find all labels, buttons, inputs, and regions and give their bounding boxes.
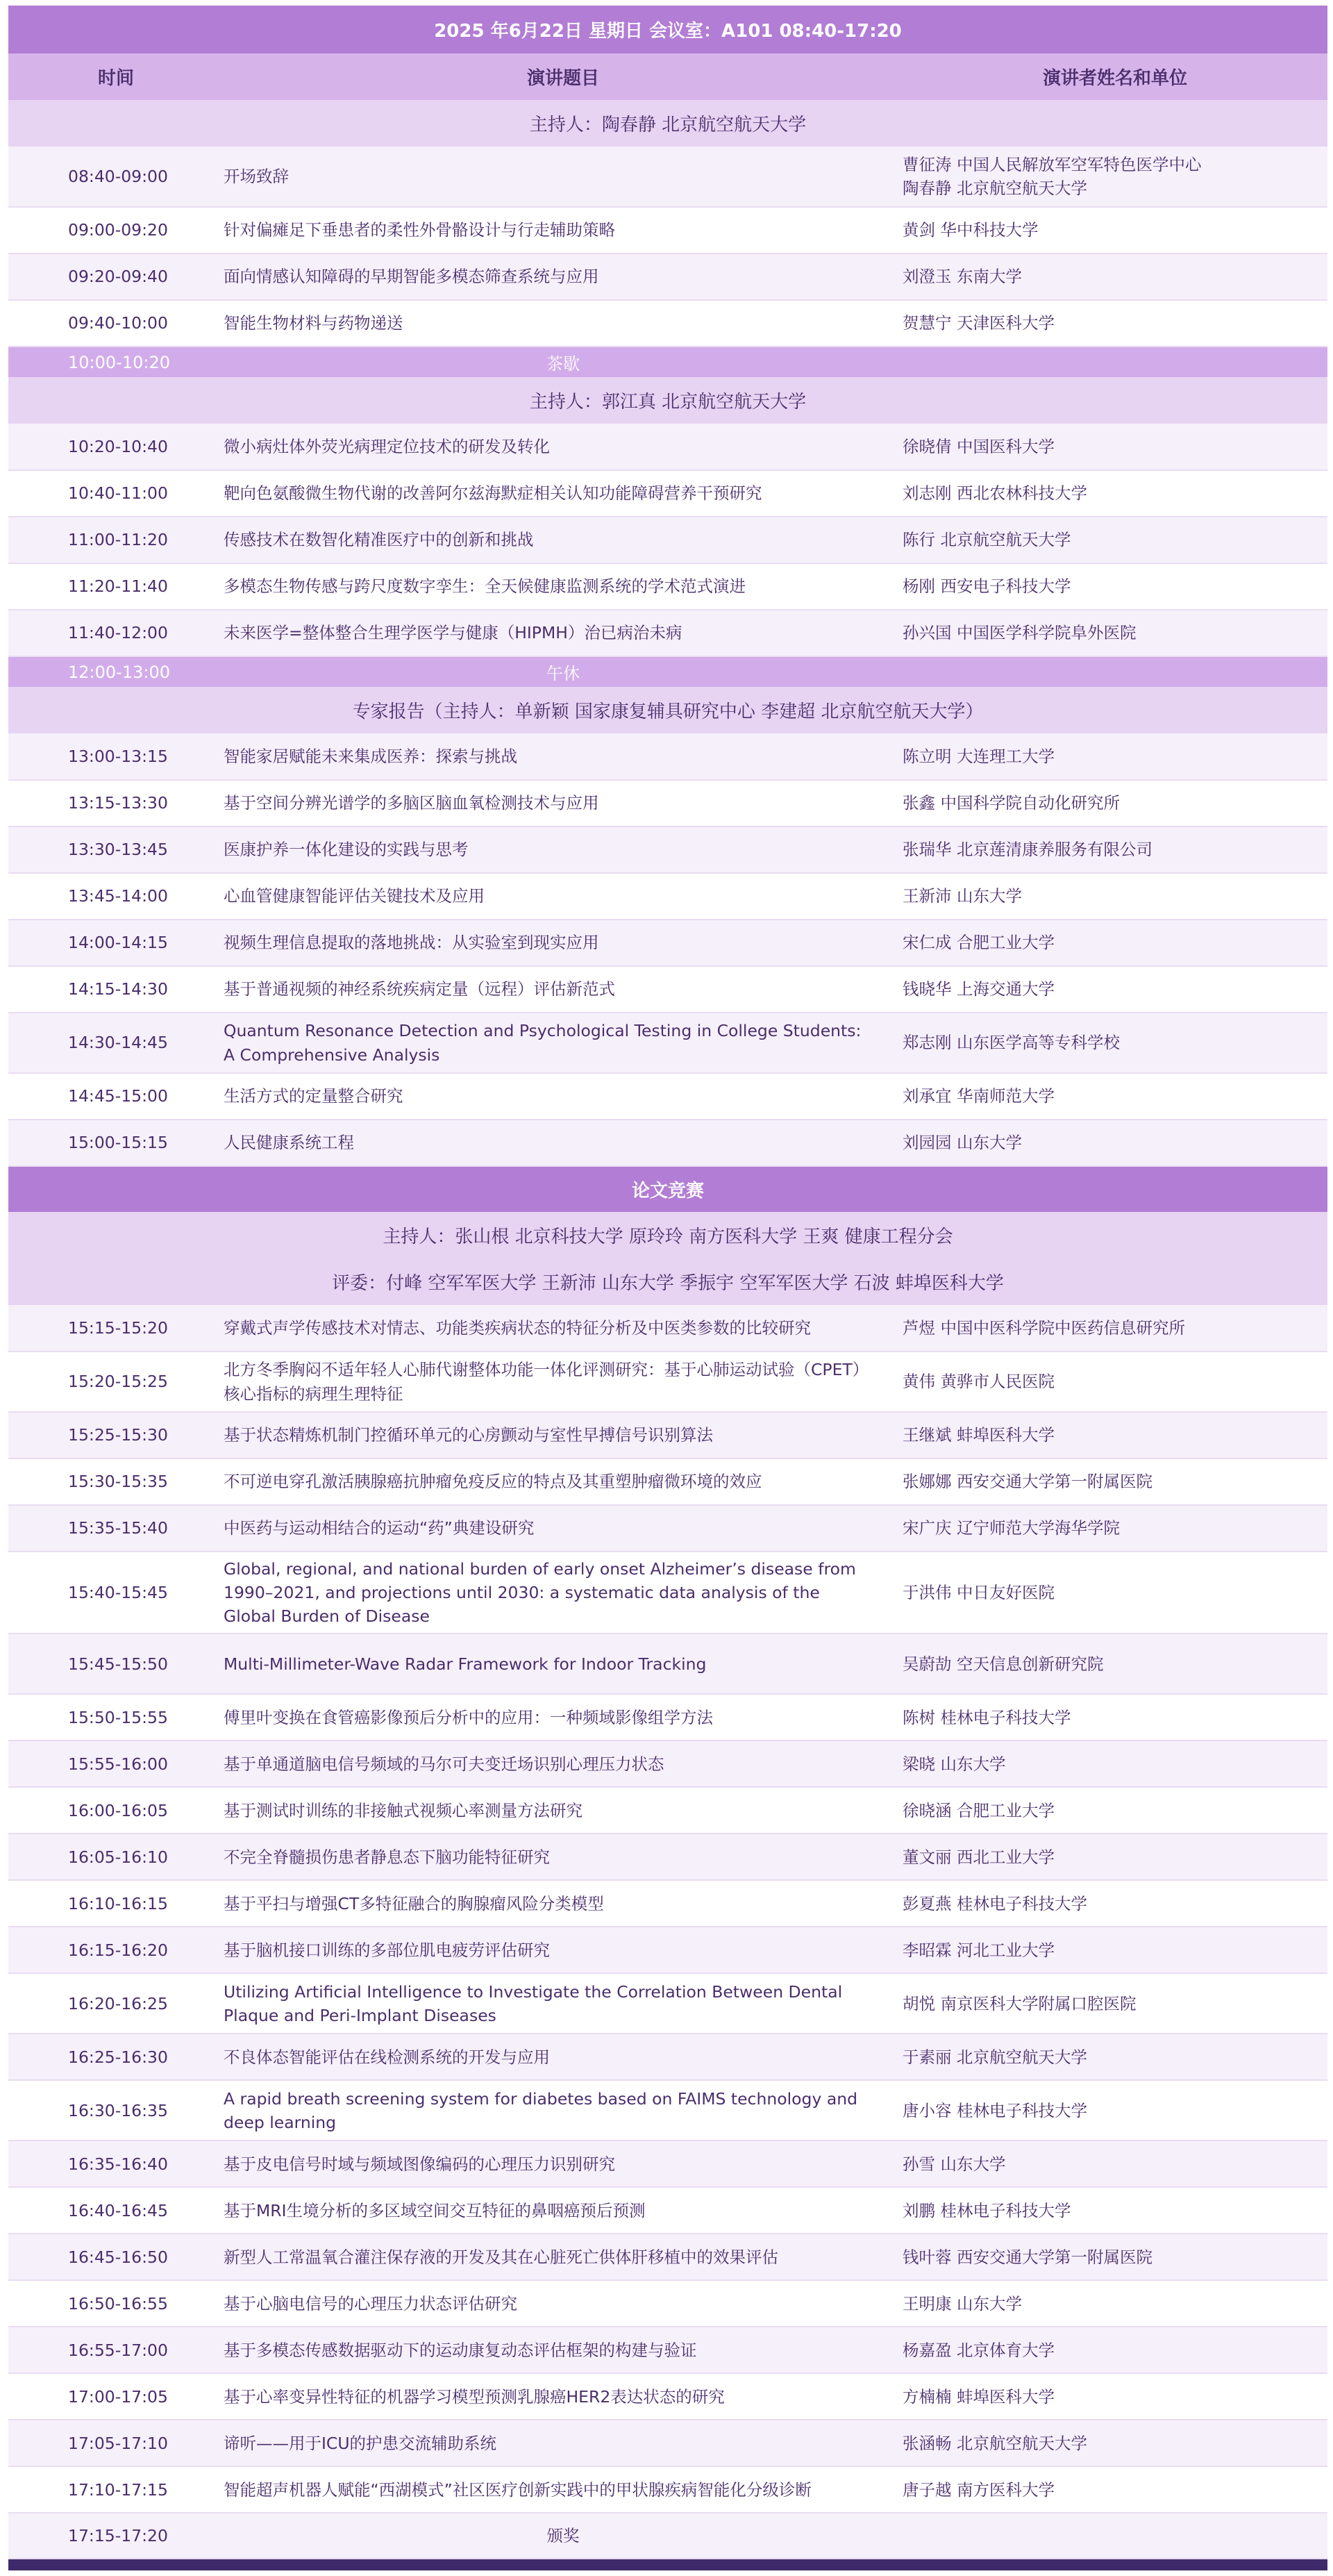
talk-time: 14:15-14:30 — [8, 966, 224, 1013]
talk-topic: 基于普通视频的神经系统疾病定量（远程）评估新范式 — [224, 966, 903, 1013]
talk-speakers — [903, 2327, 1327, 2373]
speaker-name-affiliation: 董文丽 西北工业大学 — [903, 1847, 1055, 1867]
talk-time: 16:55-17:00 — [8, 2327, 224, 2373]
talk-topic: 开场致辞 — [224, 147, 903, 207]
talk-time: 16:40-16:45 — [8, 2187, 224, 2234]
talk-row — [8, 1013, 1327, 1073]
talk-speakers — [903, 1634, 1327, 1694]
talk-time: 15:45-15:50 — [8, 1634, 224, 1694]
speaker-name-affiliation: 彭夏燕 桂林电子科技大学 — [903, 1893, 1087, 1913]
award-label: 颁奖 — [224, 2513, 903, 2559]
talk-topic: 不良体态智能评估在线检测系统的开发与应用 — [224, 2034, 903, 2080]
talk-speakers — [903, 300, 1327, 347]
speaker-name-affiliation: 芦煜 中国中医科学院中医药信息研究所 — [903, 1318, 1185, 1338]
talk-row — [8, 1634, 1327, 1694]
break-row — [8, 656, 1327, 687]
talk-row — [8, 1505, 1327, 1552]
host-text: 主持人：陶春静 北京航空航天大学 — [8, 100, 1327, 147]
talk-topic: 基于心率变异性特征的机器学习模型预测乳腺癌HER2表达状态的研究 — [224, 2373, 903, 2420]
talk-row — [8, 733, 1327, 780]
talk-time: 13:45-14:00 — [8, 873, 224, 920]
talk-time: 16:25-16:30 — [8, 2034, 224, 2080]
talk-topic: 穿戴式声学传感技术对情志、功能类疾病状态的特征分析及中医类参数的比较研究 — [224, 1305, 903, 1352]
talk-row — [8, 207, 1327, 254]
talk-speakers — [903, 1834, 1327, 1880]
talk-row — [8, 1973, 1327, 2034]
talk-topic: 基于脑机接口训练的多部位肌电疲劳评估研究 — [224, 1927, 903, 1973]
schedule-title-row — [8, 6, 1327, 53]
talk-speakers — [903, 1120, 1327, 1166]
column-header-topic: 演讲题目 — [224, 53, 903, 100]
talk-topic: Global, regional, and national burden of early onset Alzheimer’s disease from 1990–2021, and projections until 2030: a systematic data analysis of the Global Burden of Disease — [224, 1552, 903, 1634]
talk-row — [8, 2141, 1327, 2187]
talk-topic: 视频生理信息提取的落地挑战：从实验室到现实应用 — [224, 920, 903, 966]
column-header-speaker: 演讲者姓名和单位 — [903, 53, 1327, 100]
talk-topic: 生活方式的定量整合研究 — [224, 1073, 903, 1120]
talk-time: 09:00-09:20 — [8, 207, 224, 254]
talk-speakers — [903, 207, 1327, 254]
conference-schedule — [8, 6, 1327, 2570]
talk-speakers — [903, 1552, 1327, 1634]
host-text: 主持人：郭江真 北京航空航天大学 — [8, 377, 1327, 424]
host-row — [8, 377, 1327, 424]
talk-time: 13:15-13:30 — [8, 780, 224, 826]
talk-row — [8, 1412, 1327, 1459]
talk-row — [8, 2234, 1327, 2280]
talk-topic: 基于多模态传感数据驱动下的运动康复动态评估框架的构建与验证 — [224, 2327, 903, 2373]
talk-row — [8, 1120, 1327, 1166]
talk-speakers — [903, 1412, 1327, 1459]
talk-time: 11:00-11:20 — [8, 517, 224, 563]
talk-speakers — [903, 1694, 1327, 1740]
speaker-name-affiliation: 徐晓涵 合肥工业大学 — [903, 1800, 1055, 1820]
talk-time: 16:35-16:40 — [8, 2141, 224, 2187]
speaker-name-affiliation: 吴蔚劼 空天信息创新研究院 — [903, 1654, 1104, 1674]
talk-speakers — [903, 920, 1327, 966]
talk-speakers — [903, 254, 1327, 300]
talk-speakers — [903, 1352, 1327, 1412]
speaker-name-affiliation: 杨刚 西安电子科技大学 — [903, 576, 1071, 597]
speaker-name-affiliation: 钱叶蓉 西安交通大学第一附属医院 — [903, 2247, 1152, 2267]
talk-time: 16:05-16:10 — [8, 1834, 224, 1880]
speaker-name-affiliation: 张瑞华 北京莲清康养服务有限公司 — [903, 840, 1152, 860]
speaker-name-affiliation: 徐晓倩 中国医科大学 — [903, 436, 1055, 456]
speaker-name-affiliation: 贺慧宁 天津医科大学 — [903, 313, 1055, 333]
speaker-name-affiliation: 刘志刚 西北农林科技大学 — [903, 483, 1087, 504]
talk-row — [8, 2034, 1327, 2080]
talk-row — [8, 2280, 1327, 2327]
talk-speakers — [903, 2280, 1327, 2327]
talk-row — [8, 2466, 1327, 2513]
talk-topic: 人民健康系统工程 — [224, 1120, 903, 1166]
speaker-name-affiliation: 胡悦 南京医科大学附属口腔医院 — [903, 1993, 1137, 2013]
talk-time: 15:40-15:45 — [8, 1552, 224, 1634]
speaker-name-affiliation: 孙雪 山东大学 — [903, 2154, 1006, 2174]
talk-topic: 心血管健康智能评估关键技术及应用 — [224, 873, 903, 920]
talk-speakers — [903, 1880, 1327, 1927]
talk-time: 16:45-16:50 — [8, 2234, 224, 2280]
speaker-name-affiliation: 曹征涛 中国人民解放军空军特色医学中心 — [903, 154, 1202, 174]
talk-row — [8, 873, 1327, 920]
speaker-name-affiliation: 于素丽 北京航空航天大学 — [903, 2047, 1087, 2067]
talk-time: 09:20-09:40 — [8, 254, 224, 300]
break-label: 茶歇 — [224, 347, 903, 377]
talk-time: 11:40-12:00 — [8, 610, 224, 656]
talk-topic: 面向情感认知障碍的早期智能多模态筛查系统与应用 — [224, 254, 903, 300]
break-time: 12:00-13:00 — [8, 656, 224, 687]
talk-time: 08:40-09:00 — [8, 147, 224, 207]
talk-row — [8, 517, 1327, 563]
break-row — [8, 347, 1327, 377]
break-empty — [903, 656, 1327, 687]
talk-time: 15:50-15:55 — [8, 1694, 224, 1740]
talk-row — [8, 147, 1327, 207]
talk-topic: 北方冬季胸闷不适年轻人心肺代谢整体功能一体化评测研究：基于心肺运动试验（CPET）核心指标的病理生理特征 — [224, 1352, 903, 1412]
talk-speakers — [903, 610, 1327, 656]
talk-row — [8, 1927, 1327, 1973]
talk-speakers — [903, 1740, 1327, 1787]
speaker-name-affiliation: 张鑫 中国科学院自动化研究所 — [903, 793, 1120, 813]
talk-topic: 基于状态精炼机制门控循环单元的心房颤动与室性早搏信号识别算法 — [224, 1412, 903, 1459]
talk-speakers — [903, 966, 1327, 1013]
talk-row — [8, 2187, 1327, 2234]
talk-speakers — [903, 517, 1327, 563]
speaker-name-affiliation: 唐子越 南方医科大学 — [903, 2479, 1055, 2500]
speaker-name-affiliation: 李昭霖 河北工业大学 — [903, 1940, 1055, 1960]
award-row — [8, 2513, 1327, 2559]
talk-time: 16:10-16:15 — [8, 1880, 224, 1927]
speaker-name-affiliation: 刘承宜 华南师范大学 — [903, 1086, 1055, 1106]
talk-time: 17:10-17:15 — [8, 2466, 224, 2513]
talk-row — [8, 563, 1327, 610]
talk-topic: Utilizing Artificial Intelligence to Investigate the Correlation Between Dental Plaque and Peri-Implant Diseases — [224, 1973, 903, 2034]
speaker-name-affiliation: 张涵畅 北京航空航天大学 — [903, 2433, 1087, 2453]
talk-row — [8, 1305, 1327, 1352]
talk-topic: 基于皮电信号时域与频域图像编码的心理压力识别研究 — [224, 2141, 903, 2187]
section-row — [8, 1166, 1327, 1212]
talk-row — [8, 470, 1327, 517]
talk-row — [8, 2080, 1327, 2141]
talk-speakers — [903, 1927, 1327, 1973]
section-title: 论文竞赛 — [8, 1166, 1327, 1212]
talk-speakers — [903, 2141, 1327, 2187]
talk-row — [8, 2420, 1327, 2466]
talk-speakers — [903, 147, 1327, 207]
talk-speakers — [903, 873, 1327, 920]
talk-time: 16:30-16:35 — [8, 2080, 224, 2141]
talk-topic: 智能超声机器人赋能“西湖模式”社区医疗创新实践中的甲状腺疾病智能化分级诊断 — [224, 2466, 903, 2513]
talk-topic: 基于心脑电信号的心理压力状态评估研究 — [224, 2280, 903, 2327]
talk-time: 10:40-11:00 — [8, 470, 224, 517]
talk-topic: 基于平扫与增强CT多特征融合的胸腺瘤风险分类模型 — [224, 1880, 903, 1927]
speaker-name-affiliation: 于洪伟 中日友好医院 — [903, 1583, 1055, 1603]
talk-topic: 智能生物材料与药物递送 — [224, 300, 903, 347]
talk-row — [8, 300, 1327, 347]
speaker-name-affiliation: 刘澄玉 东南大学 — [903, 267, 1022, 287]
talk-topic: 傅里叶变换在食管癌影像预后分析中的应用：一种频域影像组学方法 — [224, 1694, 903, 1740]
talk-row — [8, 1352, 1327, 1412]
talk-time: 16:15-16:20 — [8, 1927, 224, 1973]
talk-time: 13:30-13:45 — [8, 826, 224, 873]
talk-speakers — [903, 2080, 1327, 2141]
talk-time: 15:15-15:20 — [8, 1305, 224, 1352]
host-row — [8, 1212, 1327, 1258]
speaker-name-affiliation: 宋广庆 辽宁师范大学海华学院 — [903, 1518, 1120, 1538]
host-row — [8, 100, 1327, 147]
talk-speakers — [903, 2373, 1327, 2420]
talk-time: 17:05-17:10 — [8, 2420, 224, 2466]
talk-speakers — [903, 2466, 1327, 2513]
talk-row — [8, 1834, 1327, 1880]
host-row — [8, 1258, 1327, 1305]
talk-time: 16:20-16:25 — [8, 1973, 224, 2034]
bottom-bar — [8, 2559, 1327, 2570]
talk-row — [8, 2373, 1327, 2420]
talk-topic: 中医药与运动相结合的运动“药”典建设研究 — [224, 1505, 903, 1552]
speaker-name-affiliation: 郑志刚 山东医学高等专科学校 — [903, 1033, 1120, 1053]
talk-topic: 谛听——用于ICU的护患交流辅助系统 — [224, 2420, 903, 2466]
talk-row — [8, 1787, 1327, 1834]
speaker-name-affiliation: 黄伟 黄骅市人民医院 — [903, 1372, 1055, 1392]
talk-row — [8, 920, 1327, 966]
talk-row — [8, 2327, 1327, 2373]
talk-topic: 靶向色氨酸微生物代谢的改善阿尔兹海默症相关认知功能障碍营养干预研究 — [224, 470, 903, 517]
talk-topic: 智能家居赋能未来集成医养：探索与挑战 — [224, 733, 903, 780]
talk-speakers — [903, 1505, 1327, 1552]
talk-topic: 基于单通道脑电信号频域的马尔可夫变迁场识别心理压力状态 — [224, 1740, 903, 1787]
talk-row — [8, 424, 1327, 470]
talk-speakers — [903, 1305, 1327, 1352]
talk-row — [8, 254, 1327, 300]
talk-topic: 针对偏瘫足下垂患者的柔性外骨骼设计与行走辅助策略 — [224, 207, 903, 254]
speaker-name-affiliation: 黄剑 华中科技大学 — [903, 220, 1039, 240]
talk-topic: 基于测试时训练的非接触式视频心率测量方法研究 — [224, 1787, 903, 1834]
talk-topic: Multi-Millimeter-Wave Radar Framework for Indoor Tracking — [224, 1634, 903, 1694]
talk-row — [8, 1880, 1327, 1927]
speaker-name-affiliation: 陈行 北京航空航天大学 — [903, 530, 1071, 550]
talk-time: 09:40-10:00 — [8, 300, 224, 347]
talk-row — [8, 1552, 1327, 1634]
talk-time: 15:35-15:40 — [8, 1505, 224, 1552]
talk-time: 11:20-11:40 — [8, 563, 224, 610]
talk-row — [8, 610, 1327, 656]
talk-speakers — [903, 1073, 1327, 1120]
talk-time: 10:20-10:40 — [8, 424, 224, 470]
talk-speakers — [903, 1973, 1327, 2034]
talk-time: 14:00-14:15 — [8, 920, 224, 966]
speaker-name-affiliation: 刘园园 山东大学 — [903, 1133, 1022, 1153]
talk-speakers — [903, 2234, 1327, 2280]
host-row — [8, 687, 1327, 733]
speaker-name-affiliation: 王明康 山东大学 — [903, 2293, 1022, 2313]
host-text: 专家报告（主持人：单新颖 国家康复辅具研究中心 李建超 北京航空航天大学） — [8, 687, 1327, 733]
talk-time: 15:20-15:25 — [8, 1352, 224, 1412]
host-text: 主持人：张山根 北京科技大学 原玲玲 南方医科大学 王爽 健康工程分会 — [8, 1212, 1327, 1258]
speaker-name-affiliation: 王新沛 山东大学 — [903, 886, 1022, 906]
talk-time: 15:00-15:15 — [8, 1120, 224, 1166]
talk-speakers — [903, 2187, 1327, 2234]
talk-topic: 传感技术在数智化精准医疗中的创新和挑战 — [224, 517, 903, 563]
break-time: 10:00-10:20 — [8, 347, 224, 377]
talk-speakers — [903, 470, 1327, 517]
speaker-name-affiliation: 杨嘉盈 北京体育大学 — [903, 2340, 1055, 2360]
schedule-title: 2025 年6月22日 星期日 会议室：A101 08:40-17:20 — [8, 6, 1327, 53]
talk-row — [8, 1073, 1327, 1120]
talk-speakers — [903, 1013, 1327, 1073]
talk-topic: 微小病灶体外荧光病理定位技术的研发及转化 — [224, 424, 903, 470]
column-header-row — [8, 53, 1327, 100]
speaker-name-affiliation: 孙兴国 中国医学科学院阜外医院 — [903, 623, 1137, 643]
speaker-name-affiliation: 梁晓 山东大学 — [903, 1754, 1006, 1774]
talk-speakers — [903, 826, 1327, 873]
column-header-time: 时间 — [8, 53, 224, 100]
talk-time: 16:50-16:55 — [8, 2280, 224, 2327]
talk-speakers — [903, 2420, 1327, 2466]
talk-time: 14:45-15:00 — [8, 1073, 224, 1120]
award-empty — [903, 2513, 1327, 2559]
talk-speakers — [903, 780, 1327, 826]
talk-topic: 医康护养一体化建设的实践与思考 — [224, 826, 903, 873]
talk-topic: 基于空间分辨光谱学的多脑区脑血氧检测技术与应用 — [224, 780, 903, 826]
talk-speakers — [903, 733, 1327, 780]
talk-topic: 新型人工常温氧合灌注保存液的开发及其在心脏死亡供体肝移植中的效果评估 — [224, 2234, 903, 2280]
talk-row — [8, 1740, 1327, 1787]
talk-topic: 基于MRI生境分析的多区域空间交互特征的鼻咽癌预后预测 — [224, 2187, 903, 2234]
talk-speakers — [903, 2034, 1327, 2080]
talk-topic: Quantum Resonance Detection and Psychological Testing in College Students: A Comprehensive Analysis — [224, 1013, 903, 1073]
talk-topic: 未来医学=整体整合生理学医学与健康（HIPMH）治已病治未病 — [224, 610, 903, 656]
speaker-name-affiliation: 方楠楠 蚌埠医科大学 — [903, 2386, 1055, 2407]
speaker-name-affiliation: 钱晓华 上海交通大学 — [903, 979, 1055, 999]
speaker-name-affiliation: 王继斌 蚌埠医科大学 — [903, 1425, 1055, 1445]
talk-row — [8, 780, 1327, 826]
talk-row — [8, 966, 1327, 1013]
talk-time: 16:00-16:05 — [8, 1787, 224, 1834]
schedule-table — [8, 6, 1327, 2559]
talk-speakers — [903, 424, 1327, 470]
break-empty — [903, 347, 1327, 377]
talk-time: 17:00-17:05 — [8, 2373, 224, 2420]
talk-topic: 不完全脊髓损伤患者静息态下脑功能特征研究 — [224, 1834, 903, 1880]
speaker-name-affiliation: 宋仁成 合肥工业大学 — [903, 933, 1055, 953]
award-time: 17:15-17:20 — [8, 2513, 224, 2559]
talk-speakers — [903, 563, 1327, 610]
speaker-name-affiliation: 唐小容 桂林电子科技大学 — [903, 2100, 1087, 2120]
talk-topic: 多模态生物传感与跨尺度数字孪生：全天候健康监测系统的学术范式演进 — [224, 563, 903, 610]
talk-time: 15:55-16:00 — [8, 1740, 224, 1787]
talk-row — [8, 1694, 1327, 1740]
break-label: 午休 — [224, 656, 903, 687]
talk-topic: 不可逆电穿孔激活胰腺癌抗肿瘤免疫反应的特点及其重塑肿瘤微环境的效应 — [224, 1459, 903, 1505]
speaker-name-affiliation: 陈树 桂林电子科技大学 — [903, 1707, 1071, 1727]
speaker-name-affiliation: 刘鹏 桂林电子科技大学 — [903, 2200, 1071, 2220]
talk-topic: A rapid breath screening system for diabetes based on FAIMS technology and deep learning — [224, 2080, 903, 2141]
speaker-name-affiliation: 张娜娜 西安交通大学第一附属医院 — [903, 1472, 1152, 1492]
talk-row — [8, 826, 1327, 873]
speaker-name-affiliation: 陈立明 大连理工大学 — [903, 746, 1055, 766]
talk-row — [8, 1459, 1327, 1505]
talk-time: 15:25-15:30 — [8, 1412, 224, 1459]
talk-time: 13:00-13:15 — [8, 733, 224, 780]
talk-time: 14:30-14:45 — [8, 1013, 224, 1073]
speaker-name-affiliation: 陶春静 北京航空航天大学 — [903, 178, 1087, 198]
talk-speakers — [903, 1459, 1327, 1505]
talk-speakers — [903, 1787, 1327, 1834]
host-text: 评委：付峰 空军军医大学 王新沛 山东大学 季振宇 空军军医大学 石波 蚌埠医科大学 — [8, 1258, 1327, 1305]
talk-time: 15:30-15:35 — [8, 1459, 224, 1505]
